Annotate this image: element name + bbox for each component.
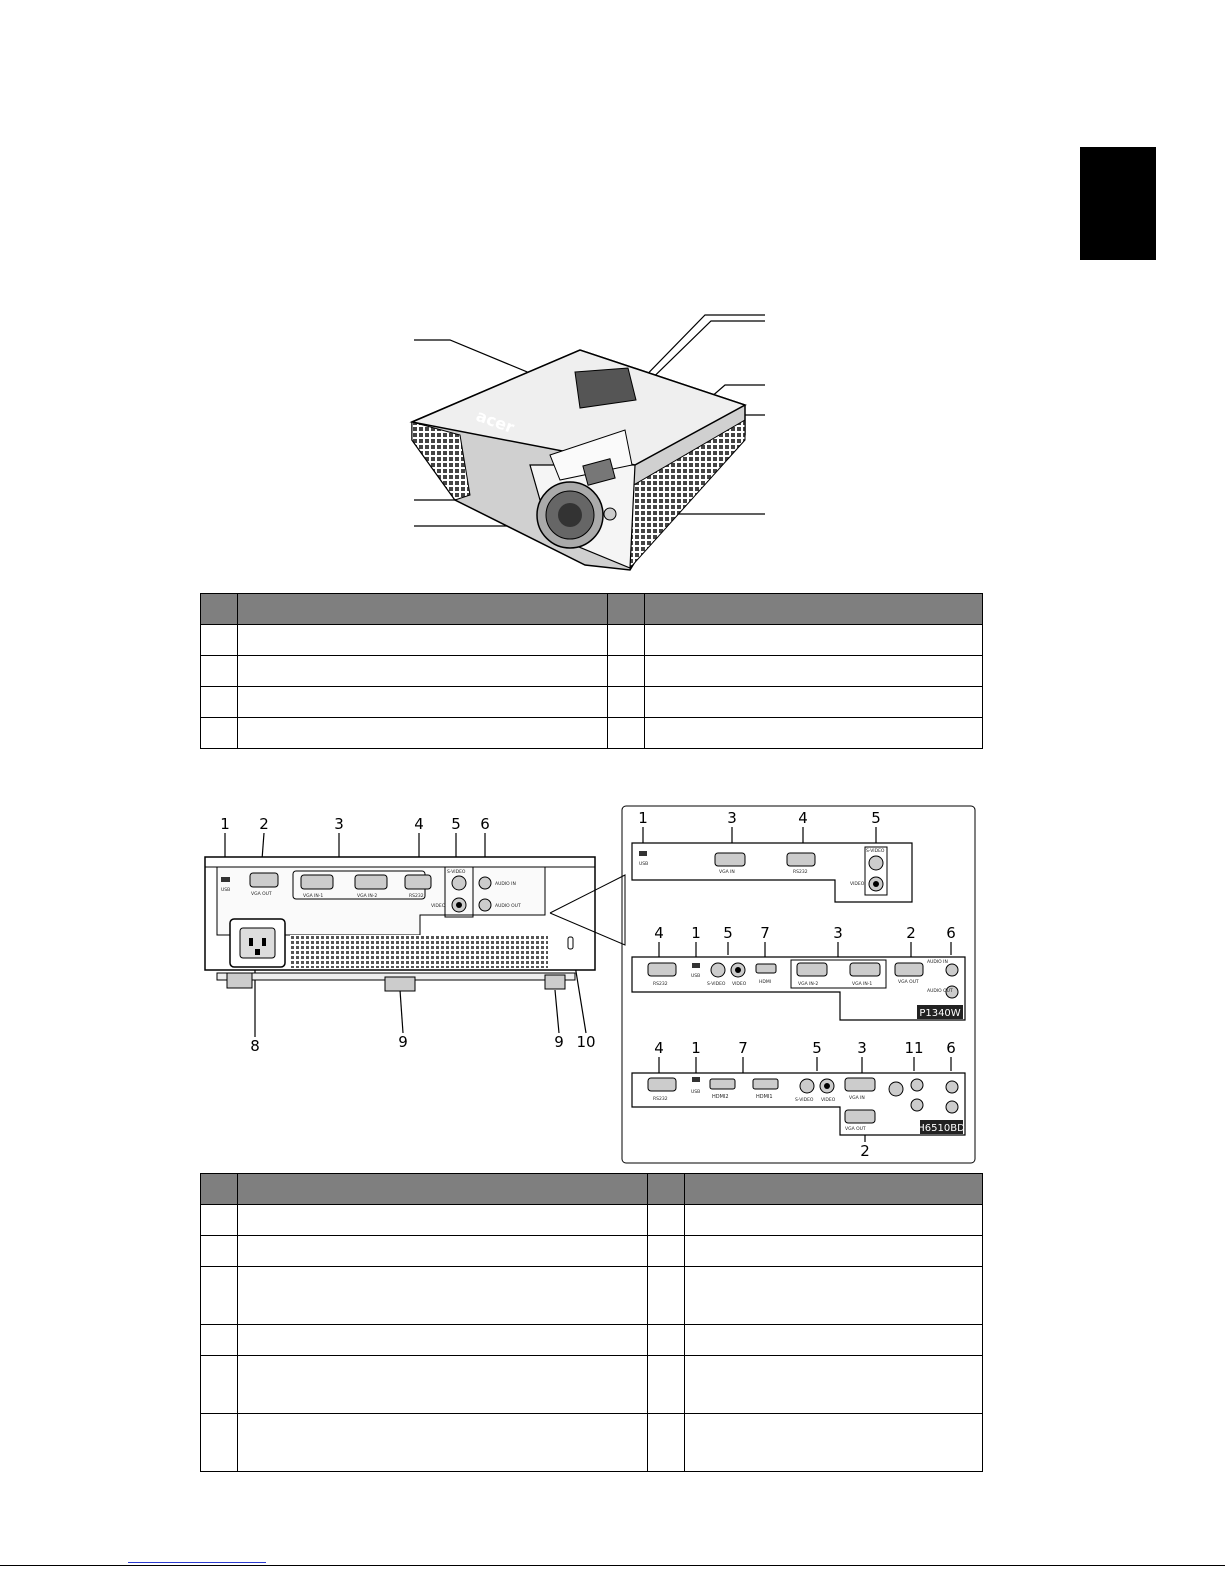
callout-10: 10	[576, 1033, 596, 1051]
inset3-callout-7: 7	[738, 1039, 748, 1057]
model-tag-p1340w: P1340W	[919, 1008, 961, 1019]
language-tab	[1080, 147, 1156, 260]
footer-rule	[0, 1565, 1225, 1566]
rs232-label: RS232	[409, 894, 424, 899]
inset1-callout-5: 5	[871, 809, 881, 827]
inset1-callout-1: 1	[638, 809, 648, 827]
inset-3	[632, 1039, 965, 1160]
video-label: VIDEO	[431, 904, 446, 909]
table-row	[201, 625, 983, 656]
svg-text:VGA OUT: VGA OUT	[845, 1127, 866, 1132]
callout-9a: 9	[398, 1033, 408, 1051]
table-row	[201, 1356, 983, 1414]
inset2-callout-7: 7	[760, 924, 770, 942]
callout-5: 5	[451, 815, 461, 833]
inset1-callout-3: 3	[727, 809, 737, 827]
inset2-callout-2: 2	[906, 924, 916, 942]
table-row	[201, 1325, 983, 1356]
top-parts-table	[200, 593, 983, 749]
audio-in-label: AUDIO IN	[495, 882, 516, 887]
callout-6: 6	[480, 815, 490, 833]
svg-text:RS232: RS232	[653, 1097, 668, 1102]
svg-text:HDMI: HDMI	[759, 980, 772, 985]
callout-4: 4	[414, 815, 424, 833]
projector-figure	[400, 300, 780, 585]
svg-text:S-VIDEO: S-VIDEO	[707, 982, 726, 987]
inset-1	[632, 809, 912, 902]
svg-text:AUDIO OUT: AUDIO OUT	[927, 989, 953, 994]
inset2-callout-5: 5	[723, 924, 733, 942]
brand-logo: acer	[473, 405, 517, 438]
svg-text:USB: USB	[639, 862, 649, 867]
inset1-callout-4: 4	[798, 809, 808, 827]
inset2-callout-4: 4	[654, 924, 664, 942]
inset3-callout-2: 2	[860, 1142, 870, 1160]
audio-out-label: AUDIO OUT	[495, 904, 521, 909]
table-row	[201, 1205, 983, 1236]
rear-body	[205, 857, 595, 991]
inset2-callout-3: 3	[833, 924, 843, 942]
svg-text:S-VIDEO: S-VIDEO	[866, 849, 885, 854]
inset3-callout-6: 6	[946, 1039, 956, 1057]
vga-out-label: VGA OUT	[251, 892, 272, 897]
svg-text:RS232: RS232	[793, 870, 808, 875]
table-row	[201, 1236, 983, 1267]
svg-text:VGA IN-1: VGA IN-1	[852, 982, 873, 987]
rear-panel-figure	[195, 805, 985, 1165]
svg-text:VGA IN-2: VGA IN-2	[798, 982, 819, 987]
callout-3: 3	[334, 815, 344, 833]
callout-9b: 9	[554, 1033, 564, 1051]
svg-text:VGA IN: VGA IN	[719, 870, 735, 875]
table-header	[201, 1174, 983, 1205]
svg-text:VGA OUT: VGA OUT	[898, 980, 919, 985]
inset3-callout-3: 3	[857, 1039, 867, 1057]
callout-8: 8	[250, 1037, 260, 1055]
footer-link-underline	[128, 1562, 266, 1563]
svg-text:HDMI1: HDMI1	[756, 1094, 773, 1100]
inset3-callout-11: 11	[904, 1039, 924, 1057]
inset-2	[632, 924, 965, 1020]
inset2-callout-6: 6	[946, 924, 956, 942]
svg-text:VIDEO: VIDEO	[732, 982, 747, 987]
table-row	[201, 1267, 983, 1325]
svg-text:USB: USB	[691, 974, 701, 979]
svg-text:RS232: RS232	[653, 982, 668, 987]
svideo-label: S-VIDEO	[447, 870, 466, 875]
table-row	[201, 1414, 983, 1472]
table-header	[201, 594, 983, 625]
vga-in-1-label: VGA IN-1	[303, 894, 324, 899]
inset3-callout-4: 4	[654, 1039, 664, 1057]
svg-text:HDMI2: HDMI2	[712, 1094, 729, 1100]
table-row	[201, 718, 983, 749]
table-row	[201, 687, 983, 718]
model-tag-h6510bd: H6510BD	[917, 1123, 965, 1134]
svg-text:USB: USB	[691, 1090, 701, 1095]
projector-body	[412, 350, 745, 570]
svg-text:AUDIO IN: AUDIO IN	[927, 960, 948, 965]
svg-text:VIDEO: VIDEO	[850, 882, 865, 887]
usb-label: USB	[221, 888, 231, 893]
vga-in-2-label: VGA IN-2	[357, 894, 378, 899]
callout-2: 2	[259, 815, 269, 833]
callout-1: 1	[220, 815, 230, 833]
bottom-connector-table	[200, 1173, 983, 1472]
inset2-callout-1: 1	[691, 924, 701, 942]
svg-text:S-VIDEO: S-VIDEO	[795, 1098, 814, 1103]
svg-text:VIDEO: VIDEO	[821, 1098, 836, 1103]
svg-text:VGA IN: VGA IN	[849, 1096, 865, 1101]
inset3-callout-5: 5	[812, 1039, 822, 1057]
inset3-callout-1: 1	[691, 1039, 701, 1057]
table-row	[201, 656, 983, 687]
